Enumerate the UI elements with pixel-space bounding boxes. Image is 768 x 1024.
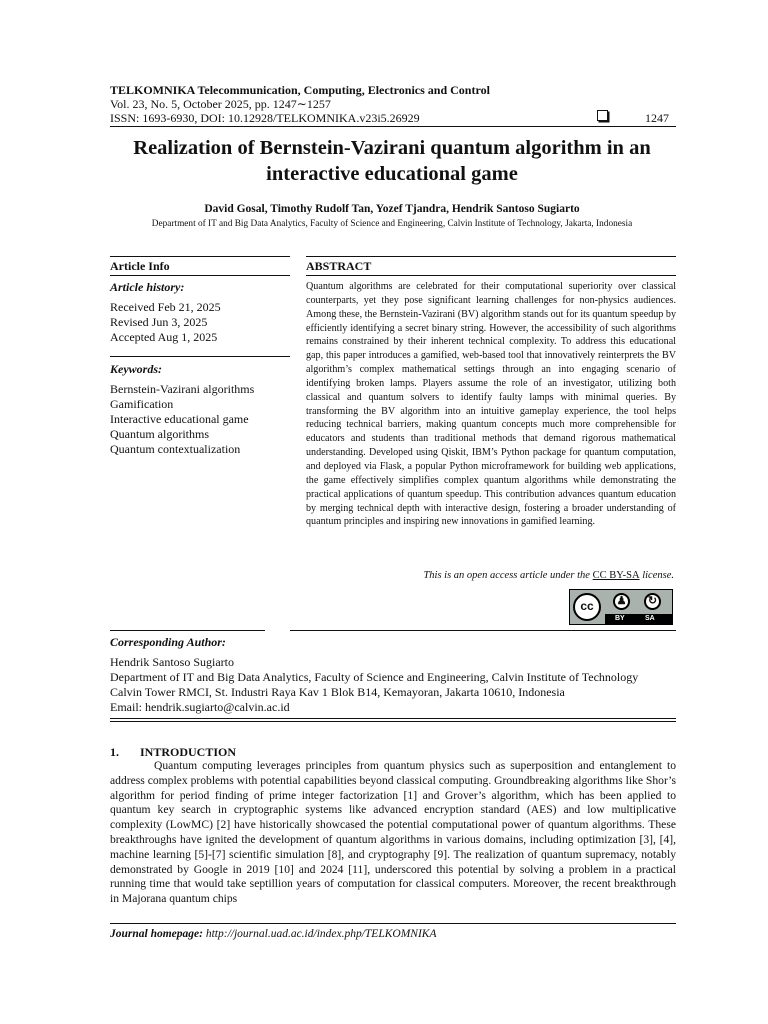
info-top-rule [110, 256, 290, 257]
introduction-paragraph: Quantum computing leverages principles from quantum physics such as superposition and entanglement to address complex problems with potential capabilities beyond classical computing. Groundbreaking algorithms like Shor’s algorithm for period finding of prime integer factorization [1] and Grover’s algorithm, which has been applied to quantum key search in cryptographic systems like advanced encryption standard (AES) and low multiplicative complexity (LowMC) [2] have historically showcased the potential computational power of quantum algorithms. These breakthroughs have ignited the development of quantum algorithms in various domains, including optimization [3], [4], machine learning [5]-[7] scientific simulation [8], and cryptography [9]. The realization of quantum supremacy, notably demonstrated by Google in 2019 [10] and 2024 [11], underscored this potential by solving a problem in a practical running time that would take septillion years of computation for classical computers. Moreover, the recent breakthrough in Majorana quantum chips [110, 759, 676, 906]
abstract-head-rule [306, 275, 676, 276]
journal-name: TELKOMNIKA Telecommunication, Computing, Electronics and Control [110, 83, 490, 97]
double-rule-bottom [110, 721, 676, 722]
open-access-suffix: license. [639, 570, 674, 581]
corresponding-name: Hendrik Santoso Sugiarto [110, 655, 234, 669]
author-list: David Gosal, Timothy Rudolf Tan, Yozef Tjandra, Hendrik Santoso Sugiarto [204, 203, 580, 215]
corr-right-rule [290, 630, 676, 631]
homepage-label: Journal homepage: [110, 928, 203, 940]
corresponding-heading: Corresponding Author: [110, 635, 226, 649]
open-access-notice [306, 570, 674, 581]
journal-issn-doi: ISSN: 1693-6930, DOI: 10.12928/TELKOMNIKA.v23i5.26929 [110, 111, 420, 125]
keywords-list [110, 382, 254, 457]
paper-title: Realization of Bernstein-Vazirani quantum algorithm in an interactive educational game [133, 137, 651, 185]
info-head-rule [110, 275, 290, 276]
corresponding-address: Calvin Tower RMCI, St. Industri Raya Kav 1 Blok B14, Kemayoran, Jakarta 10610, Indonesia [110, 685, 565, 699]
keyword-item: Interactive educational game [110, 412, 249, 426]
article-history [110, 300, 221, 345]
cc-by-sa-link[interactable]: CC BY-SA [592, 570, 640, 581]
license-strip [605, 614, 672, 624]
keywords-rule [110, 356, 290, 357]
corresponding-department: Department of IT and Big Data Analytics, Faculty of Science and Engineering, Calvin Institute of Technology [110, 670, 639, 684]
cc-by-sa-badge[interactable] [569, 589, 673, 625]
keyword-item: Quantum algorithms [110, 427, 209, 441]
abstract-top-rule [306, 256, 676, 257]
attribution-icon: ♟ [613, 593, 630, 610]
article-info-heading: Article Info [110, 259, 170, 273]
keyword-item: Quantum contextualization [110, 442, 241, 456]
keyword-item: Gamification [110, 397, 174, 411]
accepted-date: Accepted Aug 1, 2025 [110, 330, 218, 344]
page-number: 1247 [645, 111, 669, 125]
footer-rule [110, 923, 676, 924]
abstract-heading: ABSTRACT [306, 259, 372, 273]
revised-date: Revised Jun 3, 2025 [110, 315, 208, 329]
box-marker-icon [597, 110, 608, 121]
introduction-heading: 1. INTRODUCTION [110, 745, 237, 759]
corresponding-email: Email: hendrik.sugiarto@calvin.ac.id [110, 700, 290, 714]
homepage-url[interactable]: http://journal.uad.ac.id/index.php/TELKOMNIKA [205, 928, 437, 940]
journal-volume: Vol. 23, No. 5, October 2025, pp. 1247∼1257 [110, 97, 331, 111]
keyword-item: Bernstein-Vazirani algorithms [110, 382, 255, 396]
keywords-heading: Keywords: [110, 362, 162, 376]
header-rule [110, 126, 676, 127]
introduction-text [110, 759, 676, 907]
open-access-prefix: This is an open access article under the [423, 570, 593, 581]
share-alike-icon: ↻ [644, 593, 661, 610]
sa-label: SA [645, 615, 655, 622]
double-rule-top [110, 718, 676, 719]
corresponding-details [110, 655, 638, 715]
abstract-text: Quantum algorithms are celebrated for their computational superiority over classical counterparts, yet they pose significant learning challenges for non-physics audiences. Among these, the Bernstein-Vazirani (BV) algorithm stands out for its quantum speedup by efficiently identifying a secret binary string. However, the accessibility of such algorithms remains constrained by their inherent technical complexity. To address this educational gap, this paper introduces a gamified, web-based tool that innovatively reinterprets the BV algorithm’s complex mathematical settings through an into engaging scenario of identifying broken lamps. Players assume the role of an investigator, utilizing both classical and quantum solvers to identify faulty lamps with minimal queries. By transforming the BV algorithm into an intuitive gameplay experience, the tool helps reducing technical barriers, making quantum concepts much more comprehensible for educators and students than traditional methods that demand rigorous mathematical understanding. Developed using Qiskit, IBM’s Python package for quantum computation, and deployed via Flask, a popular Python microframework for building web applications, the game effectively simplifies complex quantum algorithms while demonstrating the practical applications of quantum speedup. This contribution advances quantum education by merging technical depth with interactive design, fostering a broader understanding of quantum principles and inspiring new innovations in gamified learning. [306, 281, 676, 528]
journal-homepage [110, 928, 436, 940]
affiliation: Department of IT and Big Data Analytics, Faculty of Science and Engineering, Calvin Institute of Technology, Jakarta, Indonesia [151, 219, 633, 229]
article-history-heading: Article history: [110, 280, 185, 294]
corr-left-rule [110, 630, 265, 631]
received-date: Received Feb 21, 2025 [110, 300, 221, 314]
cc-icon: cc [573, 593, 601, 621]
by-label: BY [615, 615, 625, 622]
